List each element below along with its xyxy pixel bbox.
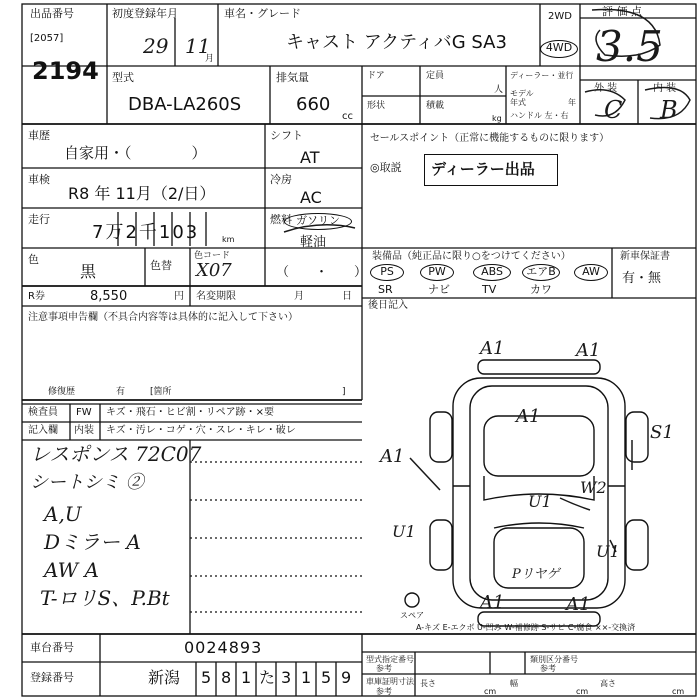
length-unit: cm [484, 687, 497, 696]
damage-mark: Pリヤゲ [512, 567, 560, 582]
type-cert-ref: 参考 [376, 664, 392, 673]
displacement-label: 排気量 [276, 71, 309, 84]
equip-aw-circled: AW [574, 264, 608, 281]
model-label: 型式 [112, 71, 134, 84]
usage-value: 自家用・（ ） [64, 144, 207, 162]
chassis-label: 車台番号 [30, 641, 74, 654]
shape-label: 形状 [367, 101, 386, 111]
car-name: キャスト アクティバG SA3 [286, 32, 507, 53]
damage-mark: A1 [566, 594, 591, 615]
model-year-label-1: モデル [510, 89, 534, 98]
color-change-value: X07 [196, 260, 232, 281]
car-name-label: 車名・グレード [224, 7, 301, 20]
interior-grade: B [660, 96, 678, 124]
plate-digit: 1 [241, 668, 252, 687]
load-label: 積載 [426, 101, 445, 111]
inspector-label: 検査員 [28, 407, 58, 418]
damage-mark: A1 [576, 340, 601, 361]
repair-history-value: 有 [116, 387, 126, 397]
lot-sub: [2057] [30, 33, 64, 44]
repair-place-end: ] [342, 387, 346, 397]
notes-label: 注意事項申告欄（不具合内容等は具体的に記入して下さい） [28, 312, 298, 323]
ac-label: 冷房 [270, 173, 292, 186]
category-ref: 参考 [540, 664, 556, 673]
equip-abs-circled: ABS [473, 264, 511, 281]
damage-mark: A1 [480, 338, 505, 359]
lot-label: 出品番号 [30, 7, 74, 20]
plate-digit: た [259, 668, 276, 687]
seats-unit: 人 [494, 85, 504, 95]
interior-label: 内 装 [653, 83, 677, 94]
color-label: 色 [28, 253, 39, 266]
interior-items: キズ・汚レ・コゲ・穴・スレ・キレ・破レ [106, 425, 296, 436]
plate-digit: 5 [321, 668, 332, 687]
size-ref: 参考 [376, 687, 392, 696]
damage-mark: W2 [580, 478, 607, 497]
plate-digit: 3 [281, 668, 292, 687]
first-reg-label: 初度登録年月 [112, 7, 178, 20]
fw-items: キズ・飛石・ヒビ割・リペア跡・×要 [106, 407, 274, 418]
fw-tag: FW [76, 407, 92, 418]
damage-mark: S1 [650, 422, 674, 443]
damage-mark: A1 [380, 446, 405, 467]
fuel-gasoline-circled: ガソリン [284, 213, 352, 230]
recycle-unit: 円 [174, 291, 184, 302]
shift-value: AT [300, 148, 320, 167]
exterior-label: 外 装 [594, 83, 618, 94]
car-damage-diagram [405, 360, 648, 626]
name-change-label: 名変期限 [196, 291, 236, 302]
damage-mark: U1 [596, 542, 620, 561]
warranty-label: 新車保証書 [620, 251, 670, 262]
equip-airbag-circled: エアB [522, 264, 560, 281]
fill-later-label: 後日記入 [368, 300, 408, 311]
height-label: 高さ [600, 679, 616, 688]
mileage-value: 7万2千103 [92, 222, 200, 243]
handwritten-note: AW A [44, 558, 99, 582]
category-label: 類別区分番号 [530, 655, 578, 664]
dealer-label: ディーラー出品 [431, 160, 535, 178]
drive-4wd-circled: 4WD [540, 40, 578, 58]
plate-label: 登録番号 [30, 671, 74, 684]
handwritten-note: シートシミ ② [30, 472, 144, 493]
load-unit: kg [492, 114, 502, 123]
month-unit: 月 [205, 54, 215, 64]
name-change-day: 日 [342, 291, 352, 302]
equip-ps-circled: PS [370, 264, 404, 281]
handwritten-note: A,U [44, 502, 82, 526]
repair-place-label: [箇所 [150, 387, 172, 397]
fuel-label: 燃料 [270, 213, 292, 226]
model-year-label-2: 年式 [510, 98, 526, 107]
color-change-label: 色替 [150, 259, 172, 272]
damage-mark: U1 [392, 522, 416, 541]
equipment-label: 装備品（純正品に限り○をつけてください） [372, 251, 571, 262]
handwritten-note: Dミラー A [44, 530, 141, 554]
color-value: 黒 [80, 262, 97, 281]
displacement-value: 660 [296, 94, 331, 115]
damage-mark: U1 [528, 492, 552, 511]
handwritten-note: レスポンス 72C07 [30, 442, 202, 466]
inspection-value: R8 年 11月（2/日） [68, 184, 216, 203]
equip-pw-circled: PW [420, 264, 454, 281]
import-label: ディーラー・並行 [510, 71, 574, 80]
mileage-unit: km [222, 235, 235, 244]
sales-point-label: セールスポイント（正常に機能するものに限ります） [370, 133, 610, 144]
ac-value: AC [300, 188, 322, 207]
handwritten-note: T-ロリS、P.Bt [40, 586, 170, 610]
score-value: 3.5 [596, 22, 663, 71]
inspection-label: 車検 [28, 173, 50, 186]
damage-mark: A1 [480, 592, 505, 613]
first-reg-month: 11 [185, 34, 211, 58]
seats-label: 定員 [426, 71, 445, 81]
color-code-label: 色コード [194, 251, 231, 261]
damage-mark: A1 [516, 406, 541, 427]
fuel-other: （ ・ ） [276, 265, 368, 280]
recycle-amount: 8,550 [90, 289, 128, 304]
shift-label: シフト [270, 129, 303, 142]
drive-2wd: 2WD [548, 11, 572, 22]
mileage-label: 走行 [28, 213, 50, 226]
plate-digit: 9 [341, 668, 352, 687]
chassis-number: 0024893 [184, 638, 263, 657]
spare-label: スペア [400, 611, 424, 620]
interior-tag: 内装 [74, 425, 94, 436]
plate-digit: 8 [221, 668, 232, 687]
type-cert-label: 型式指定番号 [366, 655, 414, 664]
door-label: ドア [367, 71, 385, 81]
handle-label: ハンドル 左・右 [510, 111, 569, 120]
size-label: 車庫証明寸法 [366, 677, 414, 686]
displacement-unit: cc [342, 111, 353, 122]
manual-label: ◎取説 [370, 161, 402, 174]
usage-label: 車歴 [28, 129, 50, 142]
height-unit: cm [672, 687, 685, 696]
lot-number: 2194 [32, 57, 99, 85]
model-year-unit: 年 [568, 98, 576, 107]
equip-tv: TV [482, 283, 497, 296]
width-unit: cm [576, 687, 589, 696]
first-reg-year: 29 [143, 34, 169, 58]
equip-navi: ナビ [428, 283, 450, 296]
dealer-badge [424, 154, 558, 186]
plate-digit: 5 [201, 668, 212, 687]
repair-history-label: 修復歴 [48, 387, 76, 397]
length-label: 長さ [420, 679, 436, 688]
score-label: 評 価 点 [602, 5, 642, 18]
damage-legend: A-キズ E-エクボ U-凹み W-補修跡 S-サビ C-腐食 ××-交換済 [416, 623, 636, 632]
equip-sr: SR [378, 283, 393, 296]
exterior-grade: C [604, 96, 623, 124]
warranty-value: 有・無 [622, 271, 662, 286]
equip-leather: カワ [530, 283, 552, 296]
model-value: DBA-LA260S [128, 94, 242, 115]
inspector-fill-label: 記入欄 [28, 425, 58, 436]
name-change-month: 月 [294, 291, 304, 302]
width-label: 幅 [510, 679, 518, 688]
plate-region: 新潟 [148, 668, 181, 687]
recycle-label: R券 [28, 291, 45, 302]
plate-digit: 1 [301, 668, 312, 687]
fuel-diesel: 軽油 [300, 235, 327, 250]
